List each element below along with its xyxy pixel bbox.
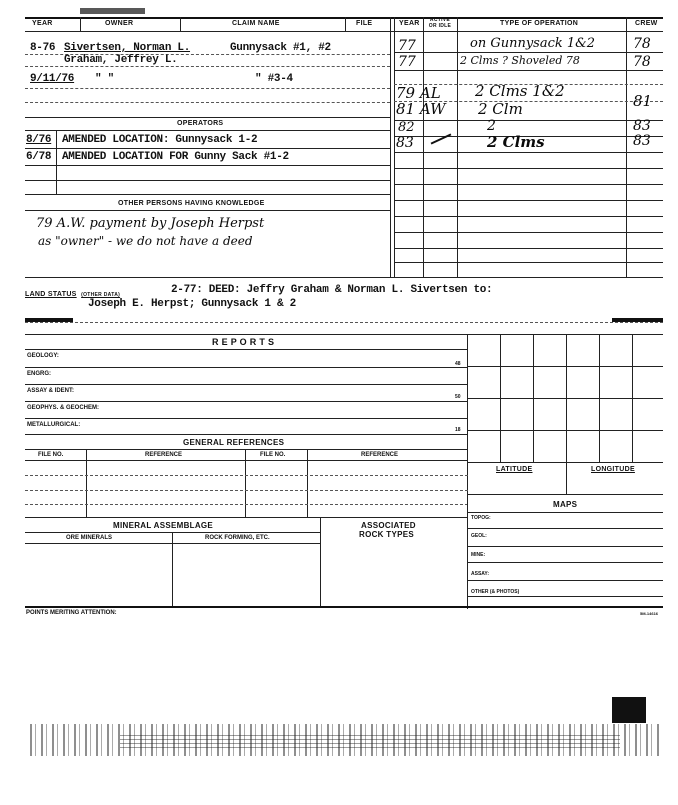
owner-row-3-year: 9/11/76 (30, 73, 75, 85)
op-row-1-type: on Gunnysack 1&2 (470, 36, 596, 51)
reports-metallurgical-num: 18 (455, 427, 461, 433)
mineral-assemblage-title: MINERAL ASSEMBLAGE (113, 521, 214, 530)
op-row-5-year: 82 (398, 120, 415, 135)
op-row-4-year: 81 AW (396, 100, 446, 118)
header-claim-name: CLAIM NAME (232, 20, 280, 27)
land-status-line-2: Joseph E. Herpst; Gunnysack 1 & 2 (88, 298, 296, 310)
op-row-5-crew: 83 (633, 118, 651, 134)
header-owner: OWNER (105, 20, 134, 27)
general-references-title: GENERAL REFERENCES (183, 438, 285, 447)
knowledge-title: OTHER PERSONS HAVING KNOWLEDGE (118, 200, 265, 207)
points-meriting-attention: POINTS MERITING ATTENTION: (26, 610, 117, 616)
land-status-label-main: LAND STATUS (25, 291, 77, 298)
op-row-2-type: 2 Clms ? Shoveled 78 (460, 54, 580, 67)
operators-title: OPERATORS (177, 120, 224, 127)
scan-noise-lines (120, 732, 620, 748)
op-row-2-crew: 78 (633, 54, 651, 70)
scan-smear-right (612, 318, 663, 322)
op-row-3-type: 2 Clms 1&2 (475, 82, 565, 100)
header-year: YEAR (32, 20, 53, 27)
op-row-3-year: 79 AL (396, 84, 441, 102)
scan-smear (80, 8, 145, 14)
op-row-4-crew: 81 (633, 92, 653, 110)
op-row-1-crew: 78 (633, 36, 651, 52)
operator-row-2-text: AMENDED LOCATION FOR Gunny Sack #1-2 (62, 151, 289, 163)
owner-row-1-claim: Gunnysack #1, #2 (230, 42, 331, 54)
operator-row-2-date: 6/78 (26, 151, 52, 163)
maps-assay: ASSAY: (471, 571, 490, 577)
reports-assay: ASSAY & IDENT: (27, 388, 75, 394)
op-row-5-type: 2 (487, 118, 496, 134)
reports-assay-num: 50 (455, 394, 461, 400)
op-row-2-year: 77 (398, 54, 416, 70)
land-status-label-small: (OTHER DATA) (81, 292, 121, 298)
reports-metallurgical: METALLURGICAL: (27, 422, 81, 428)
maps-other: OTHER (& PHOTOS) (471, 589, 520, 595)
assoc-rock-types-1: ASSOCIATED (361, 521, 416, 530)
maps-title: MAPS (553, 500, 578, 509)
rock-forming-label: ROCK FORMING, ETC. (205, 535, 270, 541)
knowledge-line-1: 79 A.W. payment by Joseph Herpst (36, 216, 265, 231)
reports-geophys: GEOPHYS. & GEOCHEM: (27, 405, 100, 411)
reports-geology: GEOLOGY: (27, 353, 59, 359)
header-active-idle: ACTIVE OR IDLE (428, 17, 452, 29)
owner-row-3-owner: " " (95, 73, 114, 85)
op-row-6-year: 83 (396, 135, 414, 151)
longitude-label: LONGITUDE (591, 466, 635, 473)
ore-minerals-label: ORE MINERALS (66, 535, 113, 541)
gr-reference: REFERENCE (145, 452, 183, 458)
header-year2: YEAR (399, 20, 420, 27)
maps-topog: TOPOG: (471, 515, 491, 521)
op-row-4-type: 2 Clm (478, 100, 523, 118)
gr-reference-2: REFERENCE (361, 452, 399, 458)
maps-mine: MINE: (471, 552, 486, 558)
op-row-1-year: 77 (398, 38, 416, 54)
owner-row-2-owner: Graham, Jeffrey L. (64, 54, 178, 66)
latitude-label: LATITUDE (496, 466, 533, 473)
owner-row-3-claim: " #3-4 (255, 73, 293, 85)
reports-engrg: ENGRG: (27, 371, 51, 377)
header-crew: CREW (635, 20, 658, 27)
header-file: FILE (356, 20, 373, 27)
gr-file-no: FILE NO. (38, 452, 64, 458)
reports-geology-num: 48 (455, 361, 461, 367)
assoc-rock-types-2: ROCK TYPES (359, 530, 415, 539)
operator-row-1-text: AMENDED LOCATION: Gunnysack 1-2 (62, 134, 258, 146)
knowledge-line-2: as "owner" - we do not have a deed (38, 234, 253, 248)
owner-row-1-year: 8-76 (30, 42, 56, 54)
op-row-6-type: 2 Clms (487, 133, 545, 151)
reports-title: R E P O R T S (212, 337, 275, 347)
owner-row-1-owner: Sivertsen, Norman L. (64, 42, 191, 54)
header-type-of-operation: TYPE OF OPERATION (500, 20, 579, 27)
land-status-line-1: 2-77: DEED: Jeffry Graham & Norman L. Sivertsen to: (171, 284, 493, 296)
gr-file-no-2: FILE NO. (260, 452, 286, 458)
form-number: 5M-14616 (640, 611, 659, 616)
maps-geol: GEOL: (471, 533, 487, 539)
scan-block (612, 697, 646, 723)
operator-row-1-date: 8/76 (26, 134, 52, 146)
op-row-6-crew: 83 (633, 133, 651, 149)
